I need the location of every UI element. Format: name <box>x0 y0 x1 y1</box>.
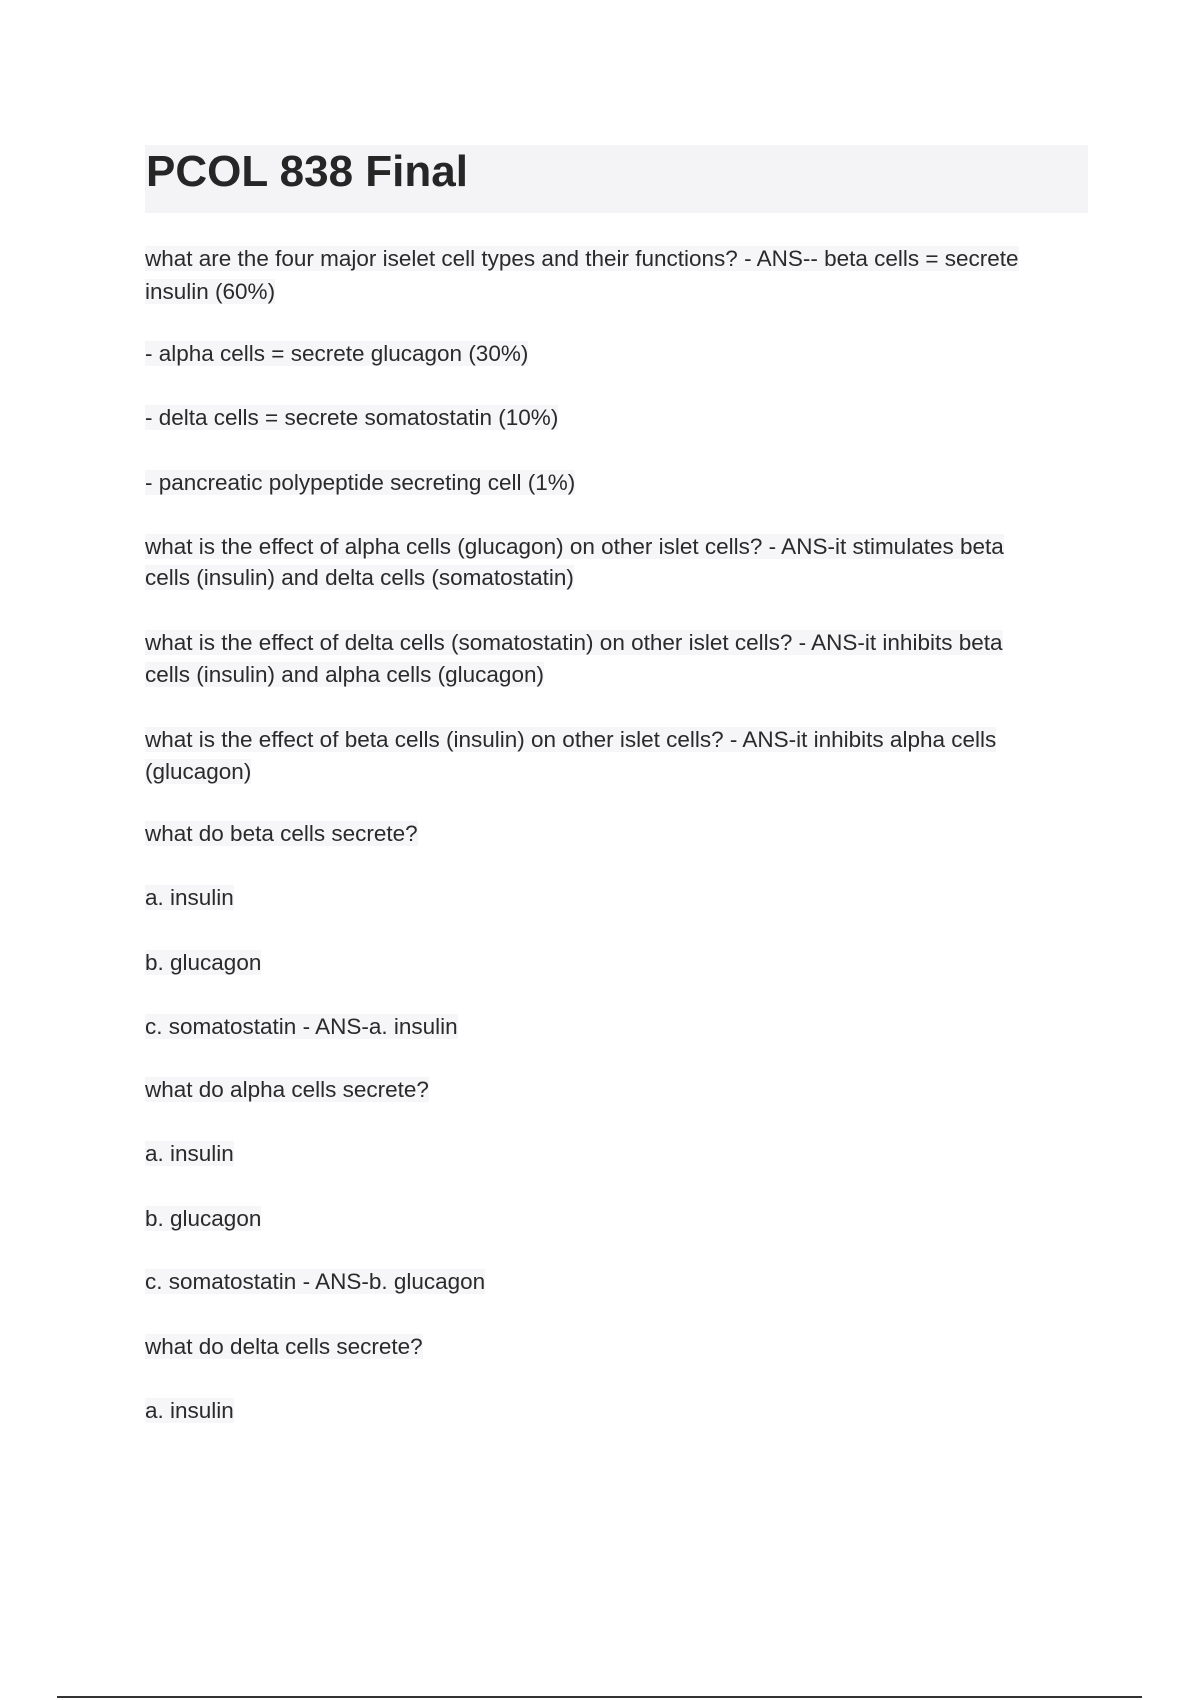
text-line <box>145 467 575 499</box>
text-line-content: (glucagon) <box>145 759 252 784</box>
text-line <box>145 562 574 594</box>
text-line <box>145 882 234 914</box>
text-line-content: c. somatostatin - ANS-b. glucagon <box>145 1269 486 1294</box>
text-line-content: b. glucagon <box>145 1206 262 1231</box>
text-line-content: what is the effect of delta cells (somatostatin) on other islet cells? - ANS-it inhibits beta <box>145 630 1003 655</box>
footer-rule <box>57 1696 1142 1698</box>
text-line <box>145 1331 423 1363</box>
text-line-content: what do alpha cells secrete? <box>145 1077 429 1102</box>
text-line-content: what do delta cells secrete? <box>145 1334 423 1359</box>
text-line-content: insulin (60%) <box>145 279 276 304</box>
text-line-content: b. glucagon <box>145 950 262 975</box>
text-line-content: - pancreatic polypeptide secreting cell (1%) <box>145 470 576 495</box>
text-line <box>145 338 528 370</box>
text-line-content: what is the effect of alpha cells (glucagon) on other islet cells? - ANS-it stimulates beta <box>145 534 1004 559</box>
text-line-content: cells (insulin) and alpha cells (glucagon) <box>145 662 544 687</box>
text-line-content: a. insulin <box>145 885 234 910</box>
text-line <box>145 756 251 788</box>
text-line <box>145 1074 429 1106</box>
text-line-content: - alpha cells = secrete glucagon (30%) <box>145 341 529 366</box>
text-line-content: cells (insulin) and delta cells (somatostatin) <box>145 565 574 590</box>
text-line <box>145 1138 234 1170</box>
document-title: PCOL 838 Final <box>146 147 468 196</box>
text-line-content: what is the effect of beta cells (insulin) on other islet cells? - ANS-it inhibits alpha cells <box>145 727 997 752</box>
text-line <box>145 724 996 756</box>
text-line <box>145 627 1003 659</box>
text-line-content: a. insulin <box>145 1141 234 1166</box>
text-line <box>145 947 261 979</box>
text-line-content: what are the four major iselet cell types and their functions? - ANS-- beta cells = secrete <box>145 246 1019 271</box>
text-line-content: - delta cells = secrete somatostatin (10%) <box>145 405 559 430</box>
text-line <box>145 402 558 434</box>
text-line <box>145 1395 234 1427</box>
text-line-content: what do beta cells secrete? <box>145 821 418 846</box>
text-line <box>145 659 544 691</box>
text-line <box>145 531 1004 563</box>
text-line <box>145 276 275 308</box>
text-line <box>145 1203 261 1235</box>
text-line <box>145 818 418 850</box>
text-line-content: a. insulin <box>145 1398 234 1423</box>
text-line-content: c. somatostatin - ANS-a. insulin <box>145 1014 458 1039</box>
text-line <box>145 1011 458 1043</box>
text-line <box>145 243 1019 275</box>
text-line <box>145 1266 485 1298</box>
